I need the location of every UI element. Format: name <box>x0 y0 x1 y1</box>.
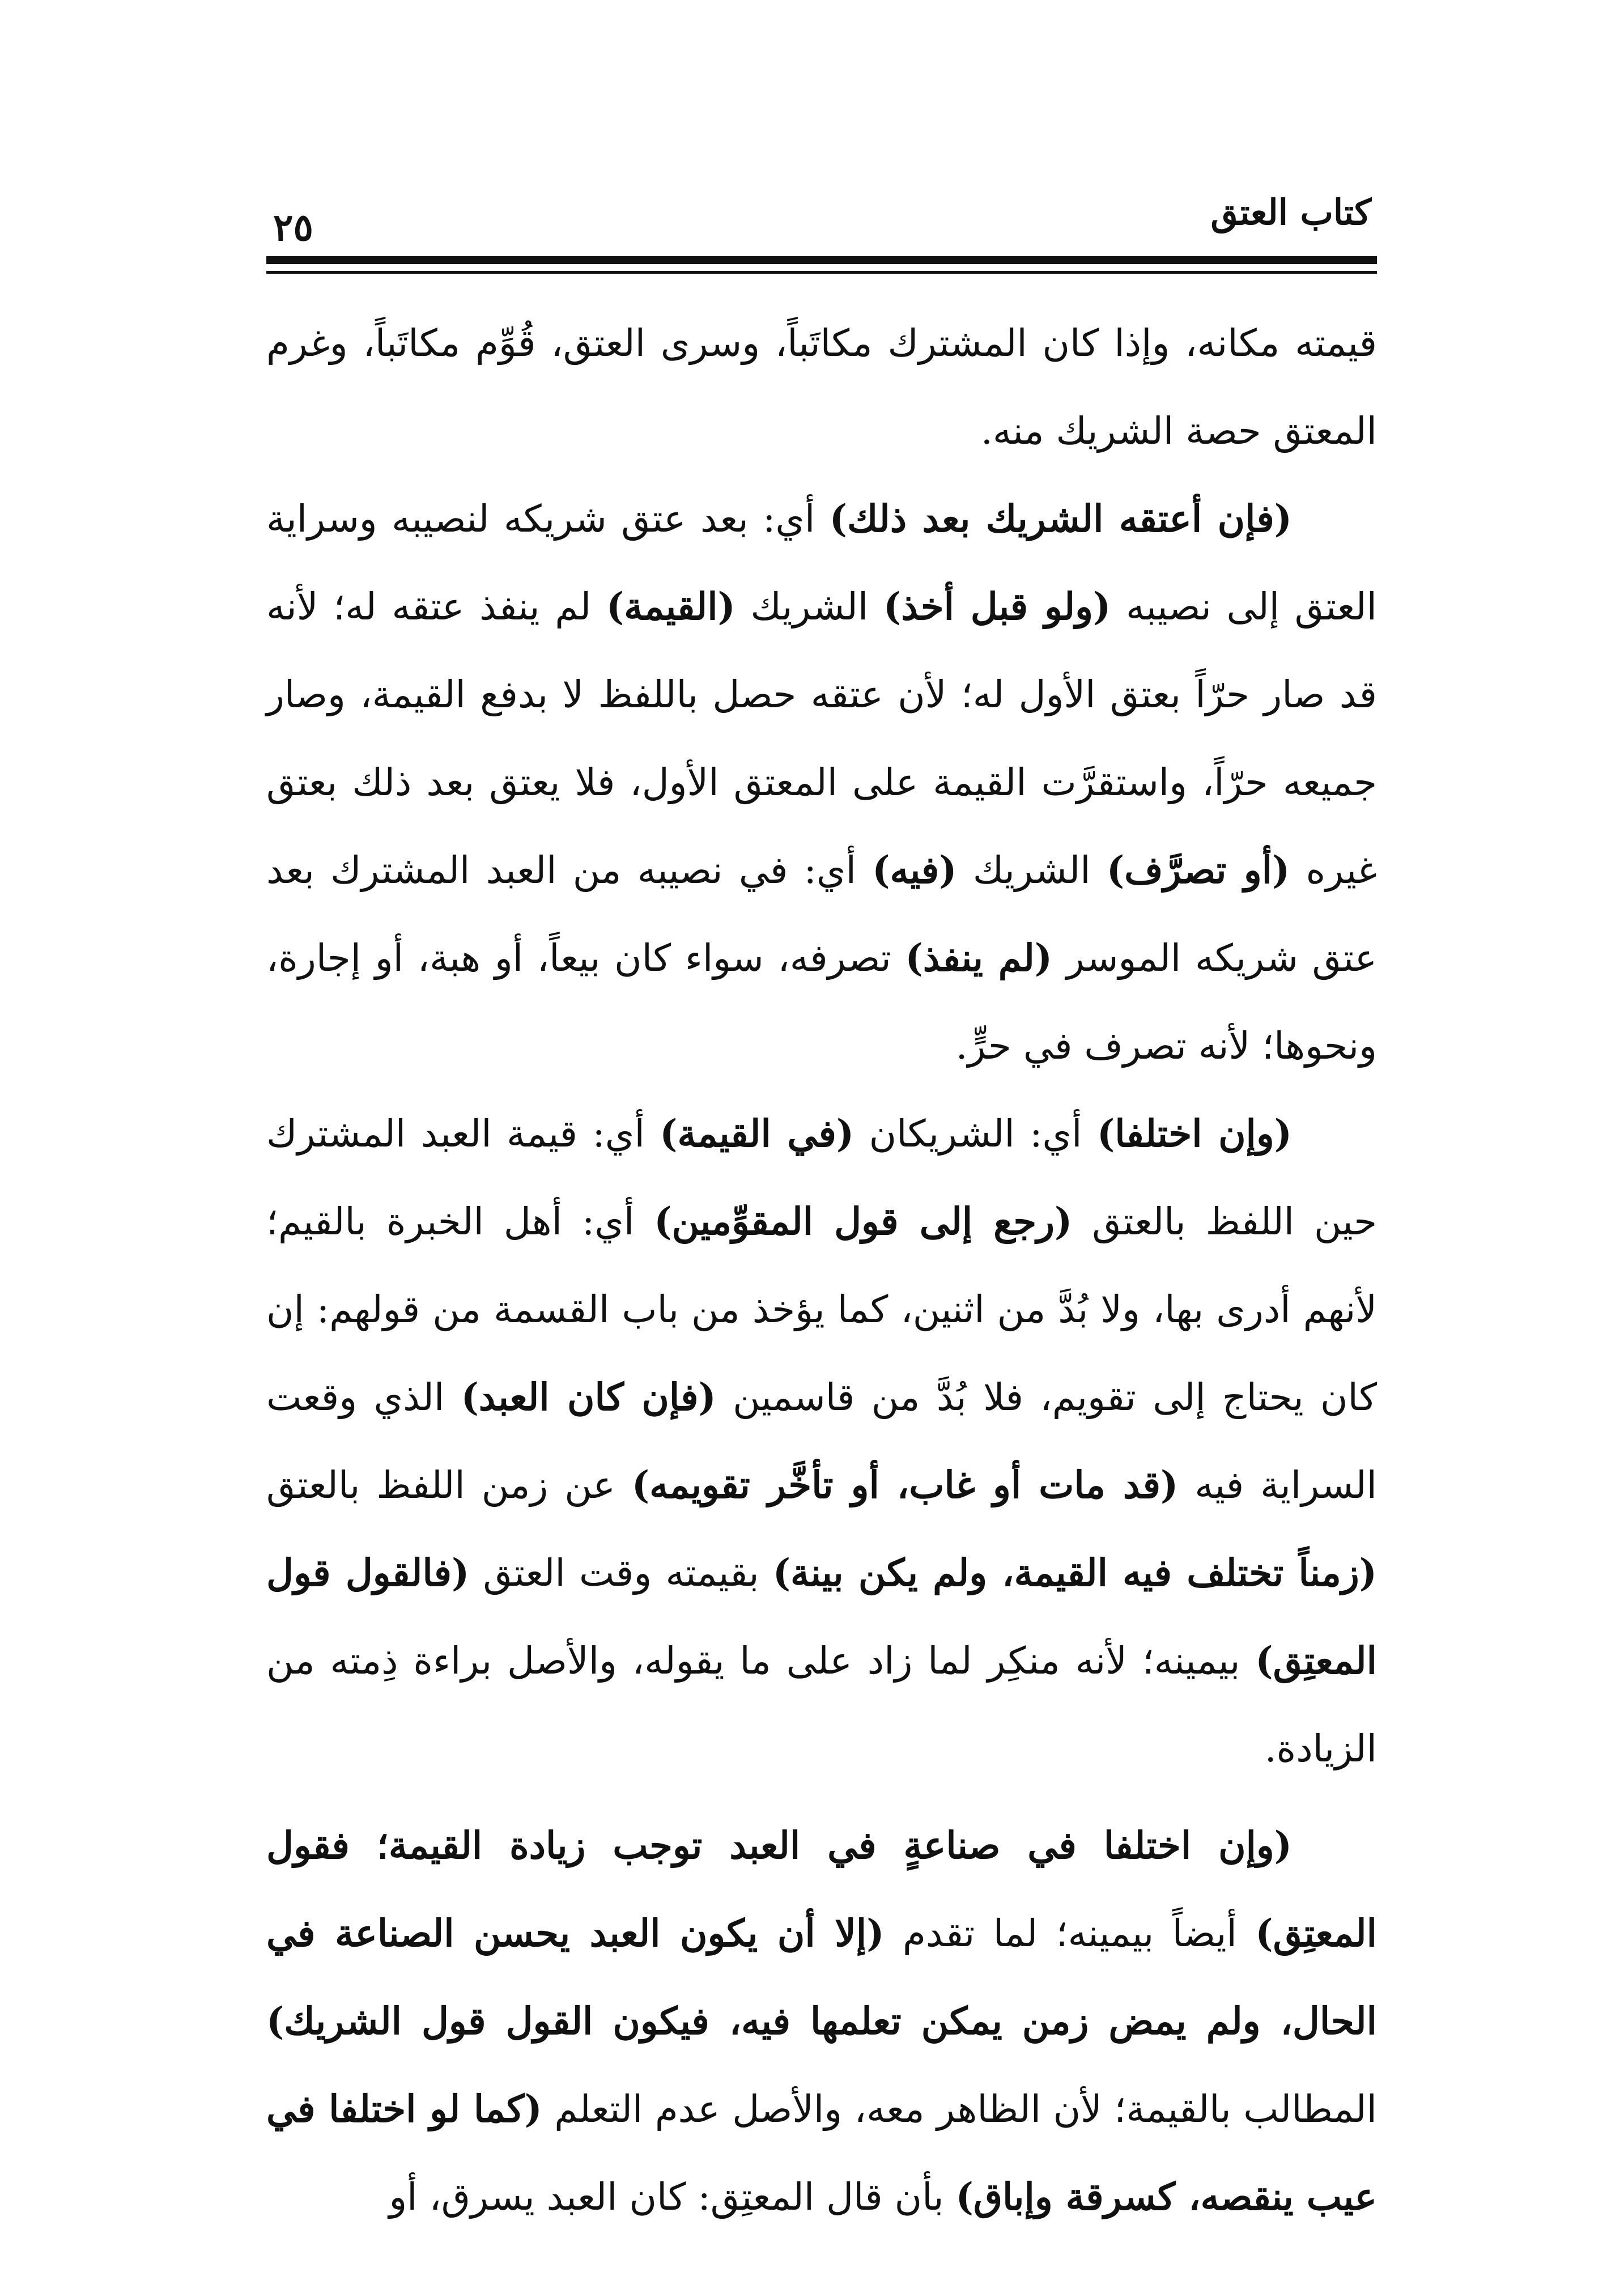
bold-segment: (قد مات أو غاب، أو تأخَّر تقويمه) <box>631 1463 1179 1507</box>
text-segment: المطالب بالقيمة؛ لأن الظاهر معه، والأصل عدم التعلم <box>542 2087 1377 2131</box>
bold-segment: (ولو قبل أخذ) <box>883 584 1111 629</box>
bold-segment: (القيمة) <box>606 584 736 629</box>
bold-segment: (لم ينفذ) <box>905 936 1053 980</box>
bold-segment: (كما لو اختلفا في عيب ينقصه، كسرقة وإباق) <box>266 2087 1377 2219</box>
text-segment: عن زمن اللفظ بالعتق <box>266 1463 632 1507</box>
text-segment: بأن قال المعتِق: كان العبد يسرق، أو <box>389 2175 956 2219</box>
body-text <box>266 299 1377 2241</box>
text-segment: الذي وقعت السراية فيه <box>266 1375 1378 1507</box>
bold-segment: (فيه) <box>872 848 957 892</box>
bold-segment: (وإن اختلفا في صناعةٍ في العبد توجب زيادة القيمة؛ فقول المعتِق) <box>266 1823 1377 1955</box>
bold-segment: (زمناً تختلف فيه القيمة، ولم يكن بينة) <box>772 1551 1377 1595</box>
bold-segment: (وإن اختلفا) <box>1096 1111 1292 1156</box>
bold-segment: (فإن كان العبد) <box>461 1375 716 1419</box>
bold-segment: (أو تصرَّف) <box>1106 848 1290 892</box>
text-segment: بيمينه؛ لأنه منكِر لما زاد على ما يقوله، والأصل براءة ذِمته من الزيادة. <box>266 1639 1377 1770</box>
paragraph-1 <box>266 299 1377 475</box>
page-number: ٢٥ <box>273 205 313 249</box>
paragraph-4 <box>266 1802 1377 2241</box>
text-segment: أي: في نصيبه من العبد المشترك بعد عتق شريكه الموسر <box>266 848 1377 980</box>
text-segment: الشريك <box>735 585 883 629</box>
text-segment: أي: قيمة العبد المشترك حين اللفظ بالعتق <box>266 1112 1377 1243</box>
bold-segment: (فالقول قول المعتِق) <box>266 1551 1377 1683</box>
text-segment: لم ينفذ عتقه له؛ لأنه قد صار حرّاً بعتق الأول له؛ لأن عتقه حصل باللفظ لا بدفع القيمة، وصار جميعه حرّاً، واستقرَّت القيمة على المعتق الأول، فلا يعتق بعد ذلك بعتق غيره <box>266 585 1378 892</box>
paragraph-2 <box>266 475 1377 1090</box>
bold-segment: (إلا أن يكون العبد يحسن الصناعة في الحال، ولم يمض زمن يمكن تعلمها فيه، فيكون القول قول الشريك) <box>266 1911 1377 2043</box>
header-rule-thick <box>266 256 1377 264</box>
text-segment: أي: بعد عتق شريكه لنصيبه وسراية العتق إلى نصيبه <box>266 497 1378 629</box>
text-segment: أيضاً بيمينه؛ لما تقدم <box>884 1912 1256 1955</box>
bold-segment: (فإن أعتقه الشريك بعد ذلك) <box>829 496 1292 541</box>
text-segment: الشريك <box>956 848 1107 892</box>
paragraph-3 <box>266 1090 1377 1793</box>
page-header <box>266 187 1377 255</box>
text-segment: أي: الشريكان <box>854 1112 1097 1156</box>
text-segment: تصرفه، سواء كان بيعاً، أو هبة، أو إجارة، ونحوها؛ لأنه تصرف في حرٍّ. <box>266 936 1377 1068</box>
bold-segment: (في القيمة) <box>660 1111 854 1156</box>
header-rule-thin <box>266 271 1377 274</box>
text-segment: قيمته مكانه، وإذا كان المشترك مكاتَباً، وسرى العتق، قُوِّم مكاتَباً، وغرم المعتق حصة الشريك منه. <box>266 321 1377 453</box>
text-segment: أي: أهل الخبرة بالقيم؛ لأنهم أدرى بها، ولا بُدَّ من اثنين، كما يؤخذ من باب القسمة من قولهم: إن كان يحتاج إلى تقويم، فلا بُدَّ من قاسمين <box>266 1200 1378 1419</box>
running-title: كتاب العتق <box>1210 192 1371 233</box>
bold-segment: (رجع إلى قول المقوِّمين) <box>654 1199 1073 1243</box>
text-segment: بقيمته وقت العتق <box>469 1551 773 1595</box>
